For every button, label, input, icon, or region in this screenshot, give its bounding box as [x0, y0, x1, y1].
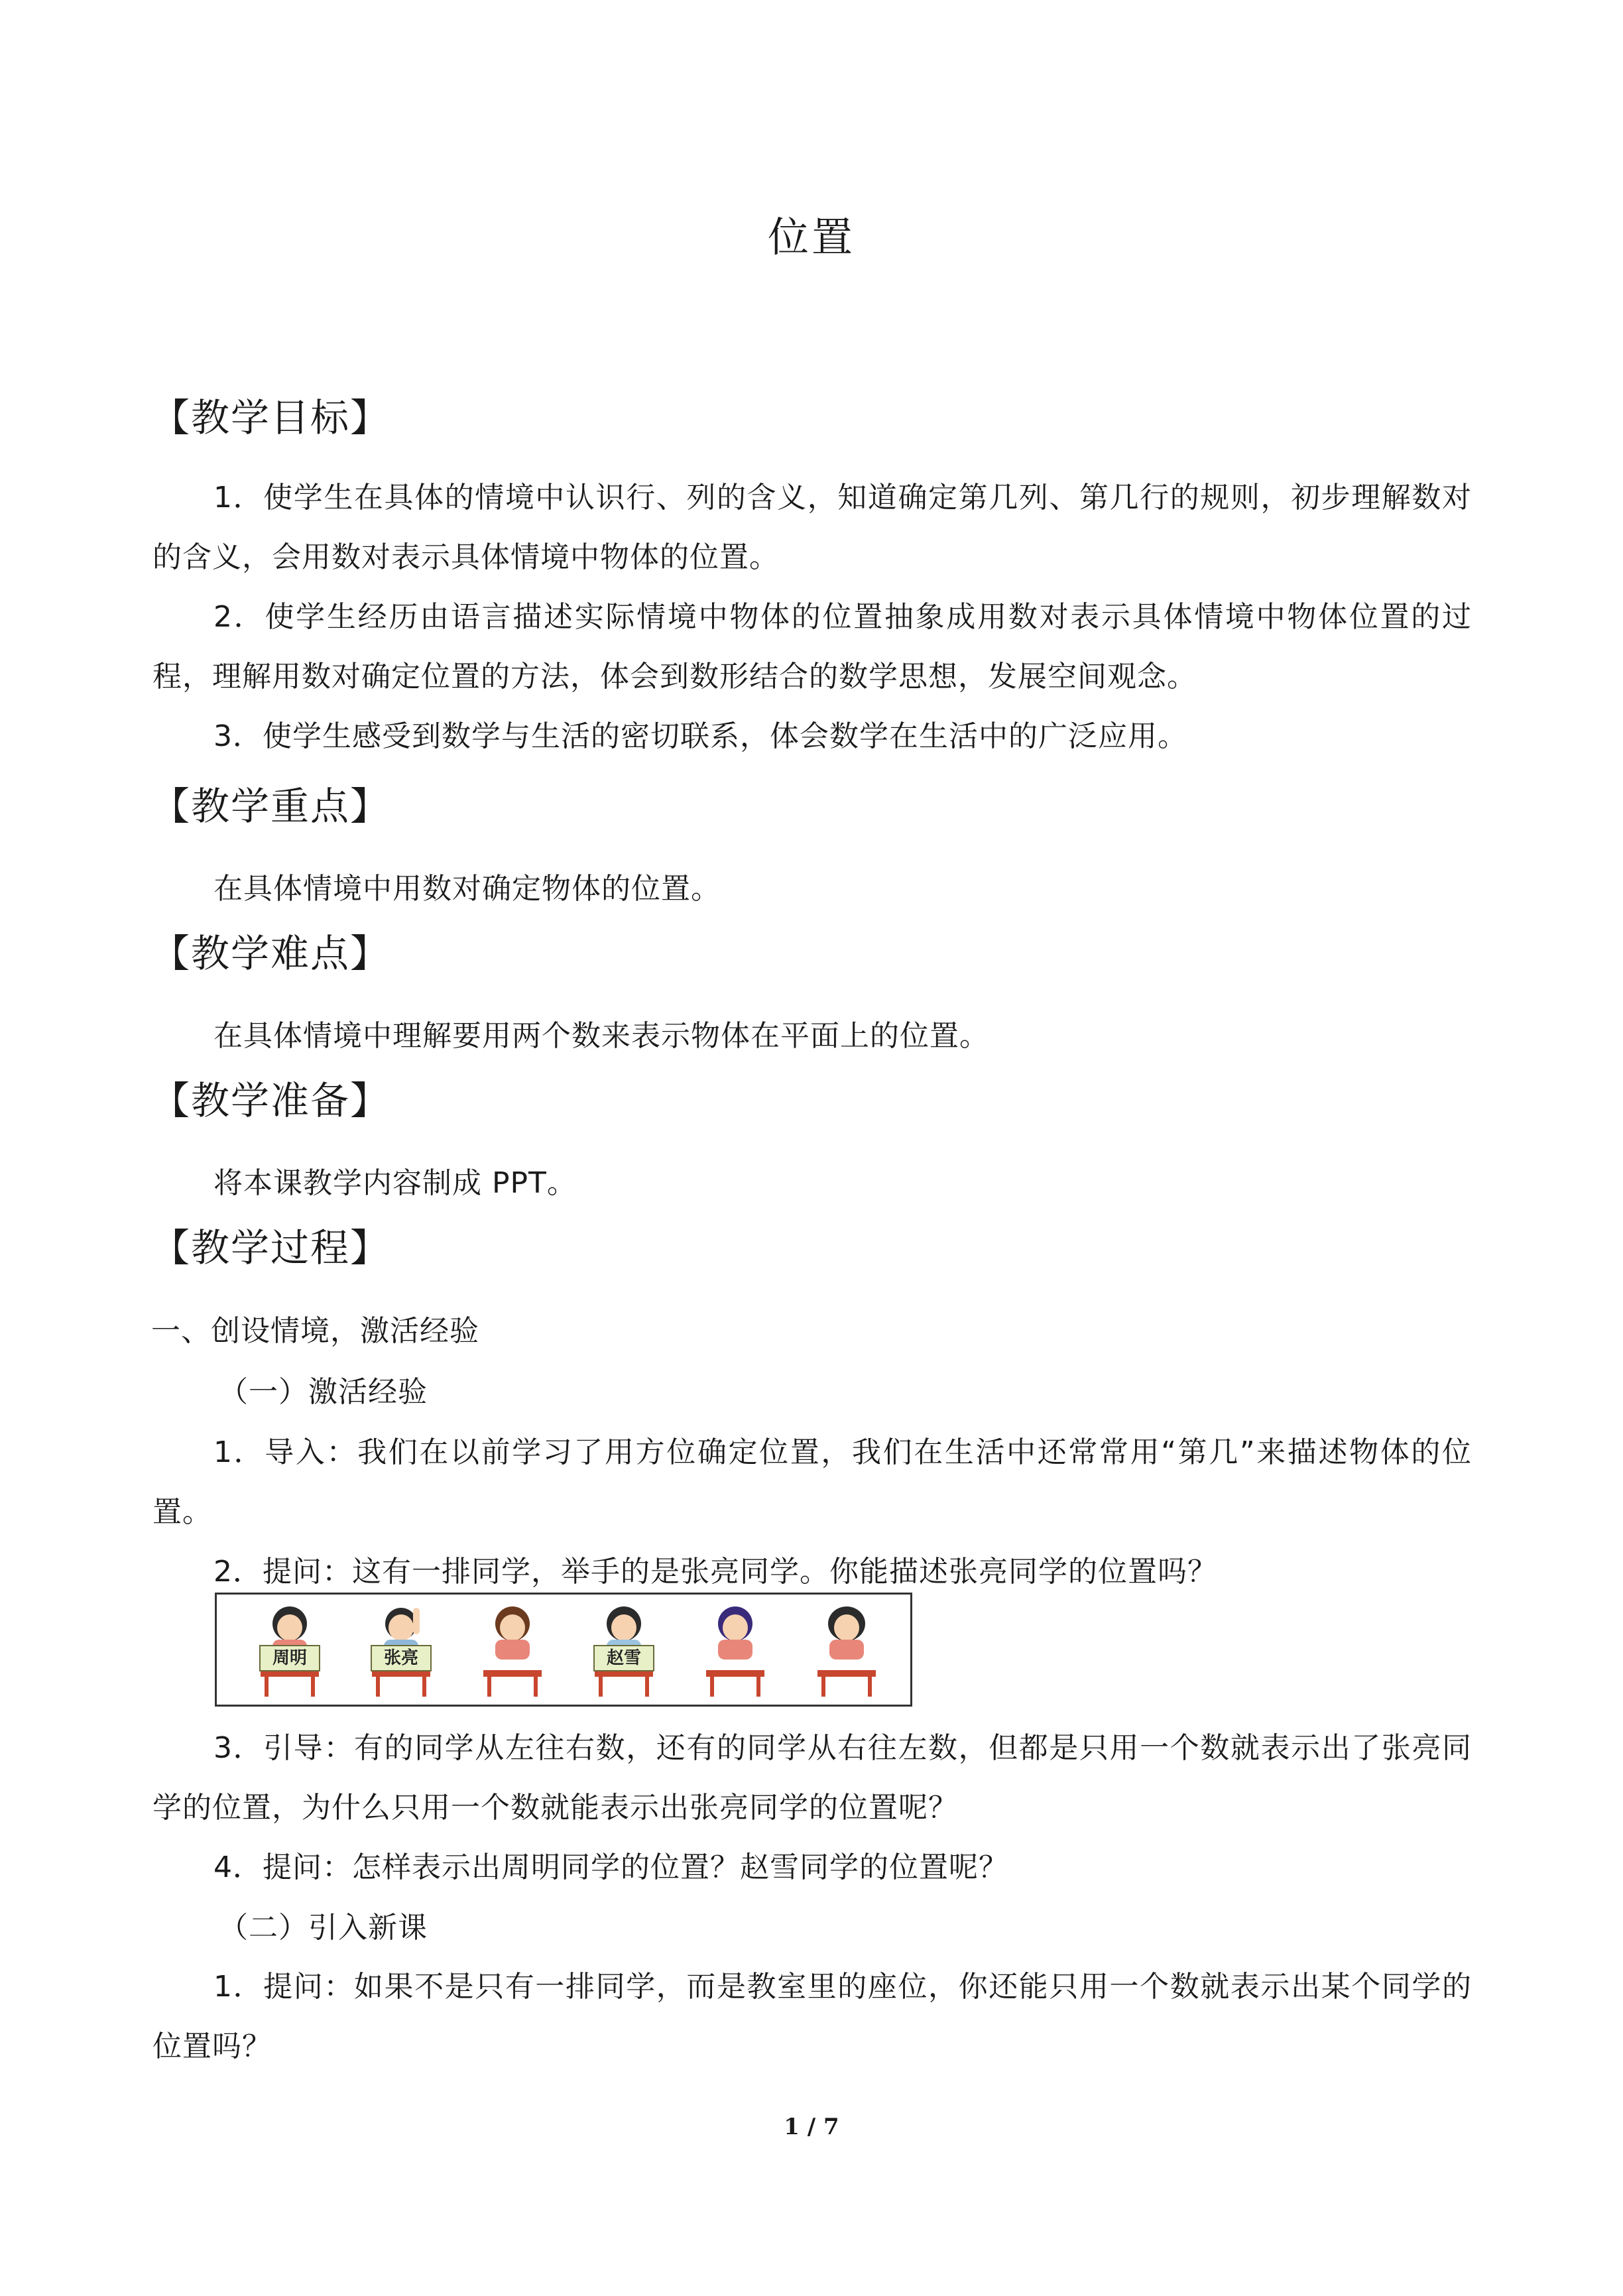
difficulties-heading: 【教学难点】: [151, 931, 391, 976]
process-sub1-item: 2．提问：这有一排同学，举手的是张亮同学。你能描述张亮同学的位置吗？: [213, 1555, 1217, 1589]
difficulties-text: 在具体情境中理解要用两个数来表示物体在平面上的位置。: [213, 1019, 989, 1053]
student-nameplate: 赵雪: [593, 1645, 654, 1671]
process-heading: 【教学过程】: [151, 1225, 391, 1270]
student-illustration: [473, 1604, 552, 1699]
student-figure: [807, 1604, 886, 1699]
key-points-text: 在具体情境中用数对确定物体的位置。: [213, 872, 721, 906]
student-nameplate: 周明: [259, 1645, 320, 1671]
process-part1-title: 一、创设情境，激活经验: [151, 1314, 479, 1348]
preparation-text: 将本课教学内容制成 PPT。: [213, 1166, 577, 1200]
student-figure: [250, 1604, 330, 1699]
process-sub1-item: 4．提问：怎样表示出周明同学的位置？赵雪同学的位置呢？: [213, 1850, 1008, 1884]
key-points-heading: 【教学重点】: [151, 784, 391, 829]
student-figure: [584, 1604, 664, 1699]
objective-item: 3．使学生感受到数学与生活的密切联系，体会数学在生活中的广泛应用。: [213, 719, 1187, 753]
process-sub1-title: （一）激活经验: [219, 1375, 428, 1409]
student-figure: [473, 1604, 552, 1699]
process-sub2-item: 1．提问：如果不是只有一排同学，而是教室里的座位，你还能只用一个数就表示出某个同学的位置吗？: [152, 1970, 1472, 2063]
document-title: 位置: [767, 213, 855, 261]
page-indicator: 1 / 7: [784, 2114, 839, 2140]
student-figure: [361, 1604, 441, 1699]
students-row-figure: [215, 1593, 912, 1707]
student-figure: [695, 1604, 775, 1699]
process-sub1-item: 3．引导：有的同学从左往右数，还有的同学从右往左数，但都是只用一个数就表示出了张亮同学的位置，为什么只用一个数就能表示出张亮同学的位置呢？: [152, 1731, 1472, 1825]
process-sub2-title: （二）引入新课: [219, 1911, 428, 1945]
objective-item: 2．使学生经历由语言描述实际情境中物体的位置抽象成用数对表示具体情境中物体位置的过程，理解用数对确定位置的方法，体会到数形结合的数学思想，发展空间观念。: [152, 600, 1472, 694]
student-nameplate: 张亮: [371, 1645, 432, 1671]
process-sub1-item: 1．导入：我们在以前学习了用方位确定位置，我们在生活中还常常用“第几”来描述物体的位置。: [152, 1435, 1472, 1529]
student-illustration: [807, 1604, 886, 1699]
preparation-heading: 【教学准备】: [151, 1078, 391, 1123]
objective-item: 1．使学生在具体的情境中认识行、列的含义，知道确定第几列、第几行的规则，初步理解数对的含义，会用数对表示具体情境中物体的位置。: [152, 481, 1472, 574]
student-illustration: [695, 1604, 775, 1699]
objectives-heading: 【教学目标】: [151, 395, 391, 440]
